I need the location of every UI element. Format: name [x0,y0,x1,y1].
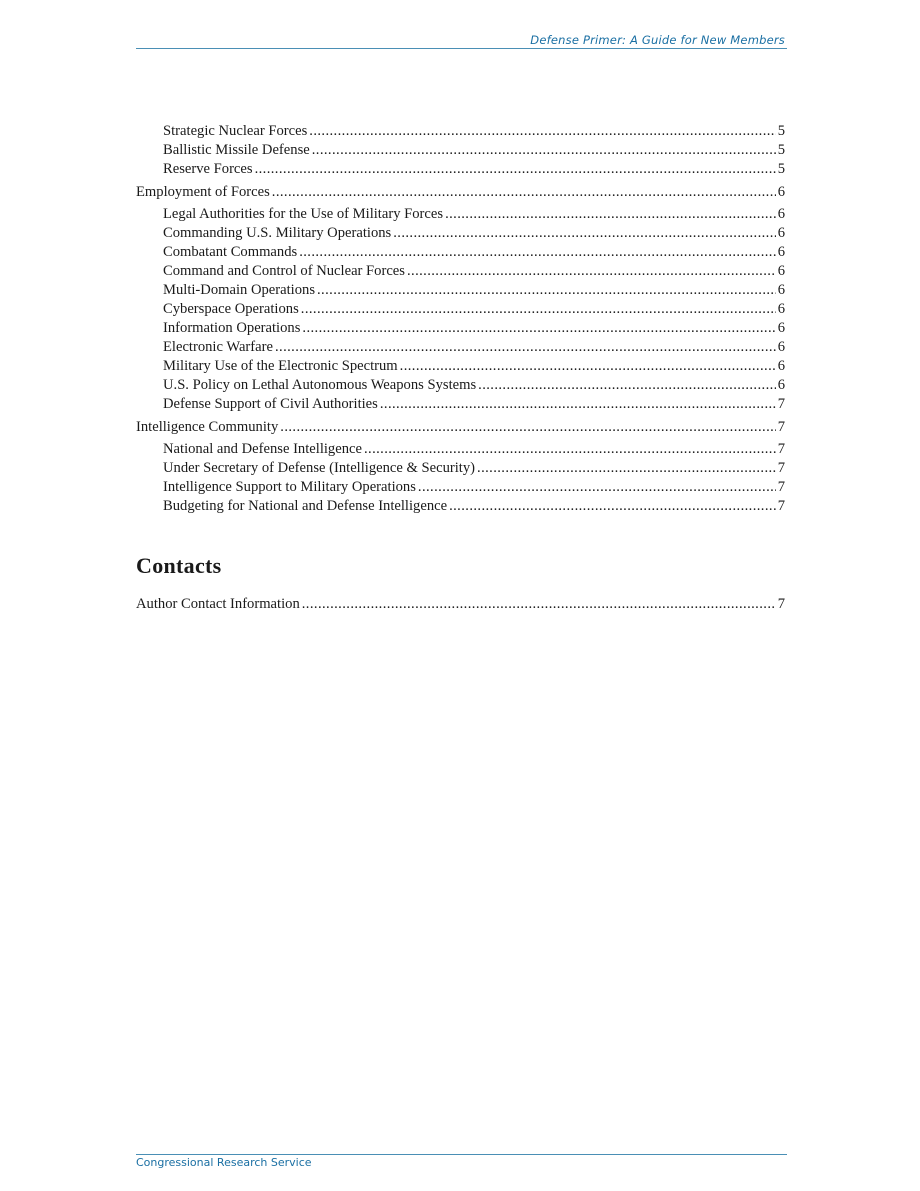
toc-leader-dots [309,122,775,141]
toc-entry-page: 7 [777,498,785,514]
toc-entry[interactable] [136,395,785,414]
toc-entry-page: 6 [777,282,785,298]
toc-entry-page: 7 [777,460,785,476]
toc-leader-dots [275,338,776,357]
toc-leader-dots [280,417,775,438]
toc-entry[interactable] [136,160,785,179]
toc-entry-label: Reserve Forces [163,161,253,177]
toc-entry-label: Command and Control of Nuclear Forces [163,263,405,279]
toc-entry[interactable] [136,497,785,516]
toc-entry[interactable] [136,122,785,141]
toc-leader-dots [299,243,776,262]
toc-leader-dots [478,376,776,395]
toc-entry-page: 6 [777,339,785,355]
toc-entry-label: Combatant Commands [163,244,298,260]
toc-entry-label: Military Use of the Electronic Spectrum [163,358,398,374]
toc-entry-label: Defense Support of Civil Authorities [163,396,378,412]
toc-entry[interactable] [136,376,785,395]
toc-entry-label: Intelligence Community [136,419,279,435]
toc-leader-dots [317,281,776,300]
toc-leader-dots [301,300,776,319]
toc-entry-label: National and Defense Intelligence [163,441,362,457]
toc-entry-label: Budgeting for National and Defense Intelligence [163,498,448,514]
toc-entry[interactable] [136,262,785,281]
toc-entry[interactable] [136,459,785,478]
toc-leader-dots [407,262,776,281]
table-of-contents [136,122,785,516]
toc-entry[interactable] [136,478,785,497]
toc-entry[interactable] [136,338,785,357]
toc-leader-dots [393,224,775,243]
toc-entry[interactable] [136,357,785,376]
toc-leader-dots [418,478,776,497]
toc-entry-page: 6 [777,206,785,222]
footer-text: Congressional Research Service [136,1156,312,1169]
toc-entry-label: Cyberspace Operations [163,301,299,317]
toc-entry-label: Legal Authorities for the Use of Military Forces [163,206,444,222]
toc-entry-page: 7 [777,479,785,495]
page-header [136,32,787,49]
toc-entry[interactable] [136,224,785,243]
toc-entry-label: Electronic Warfare [163,339,273,355]
toc-entry-label: Strategic Nuclear Forces [163,123,308,139]
toc-entry-page: 6 [777,301,785,317]
toc-entry-page: 7 [777,419,785,435]
toc-leader-dots [445,205,776,224]
contacts-heading: Contacts [136,553,222,578]
toc-entry-label: Commanding U.S. Military Operations [163,225,392,241]
toc-leader-dots [477,459,776,478]
toc-leader-dots [302,594,776,615]
toc-entry-page: 7 [777,441,785,457]
toc-entry[interactable] [136,243,785,262]
toc-entry-page: 5 [777,142,785,158]
toc-entry[interactable] [136,300,785,319]
contacts-list [136,591,785,615]
toc-leader-dots [449,497,776,516]
toc-entry[interactable] [136,319,785,338]
toc-section-entry[interactable] [136,182,785,203]
toc-entry-page: 6 [777,358,785,374]
toc-entry-page: 7 [777,596,785,612]
toc-leader-dots [255,160,776,179]
toc-entry-page: 7 [777,396,785,412]
header-title: Defense Primer: A Guide for New Members [530,33,785,47]
toc-leader-dots [272,182,776,203]
toc-entry-page: 6 [777,225,785,241]
toc-entry-page: 6 [777,377,785,393]
toc-entry-label: Author Contact Information [136,596,300,612]
toc-entry[interactable] [136,205,785,224]
toc-entry-page: 5 [777,123,785,139]
toc-entry-label: Multi-Domain Operations [163,282,315,298]
toc-entry-page: 6 [777,320,785,336]
toc-entry-label: Ballistic Missile Defense [163,142,310,158]
toc-section-entry[interactable] [136,417,785,438]
toc-entry-page: 6 [777,184,785,200]
toc-entry-label: Intelligence Support to Military Operations [163,479,416,495]
toc-leader-dots [302,319,775,338]
toc-leader-dots [312,141,776,160]
toc-entry-page: 6 [777,244,785,260]
toc-entry[interactable] [136,141,785,160]
toc-leader-dots [380,395,776,414]
toc-entry-label: Employment of Forces [136,184,270,200]
toc-entry[interactable] [136,440,785,459]
page-footer [136,1154,787,1175]
toc-entry-label: Under Secretary of Defense (Intelligence & Security) [163,460,476,476]
toc-entry[interactable] [136,281,785,300]
toc-section-entry[interactable] [136,594,785,615]
toc-entry-label: U.S. Policy on Lethal Autonomous Weapons Systems [163,377,477,393]
toc-entry-page: 6 [777,263,785,279]
toc-entry-label: Information Operations [163,320,301,336]
toc-entry-page: 5 [777,161,785,177]
toc-leader-dots [400,357,776,376]
toc-leader-dots [364,440,776,459]
